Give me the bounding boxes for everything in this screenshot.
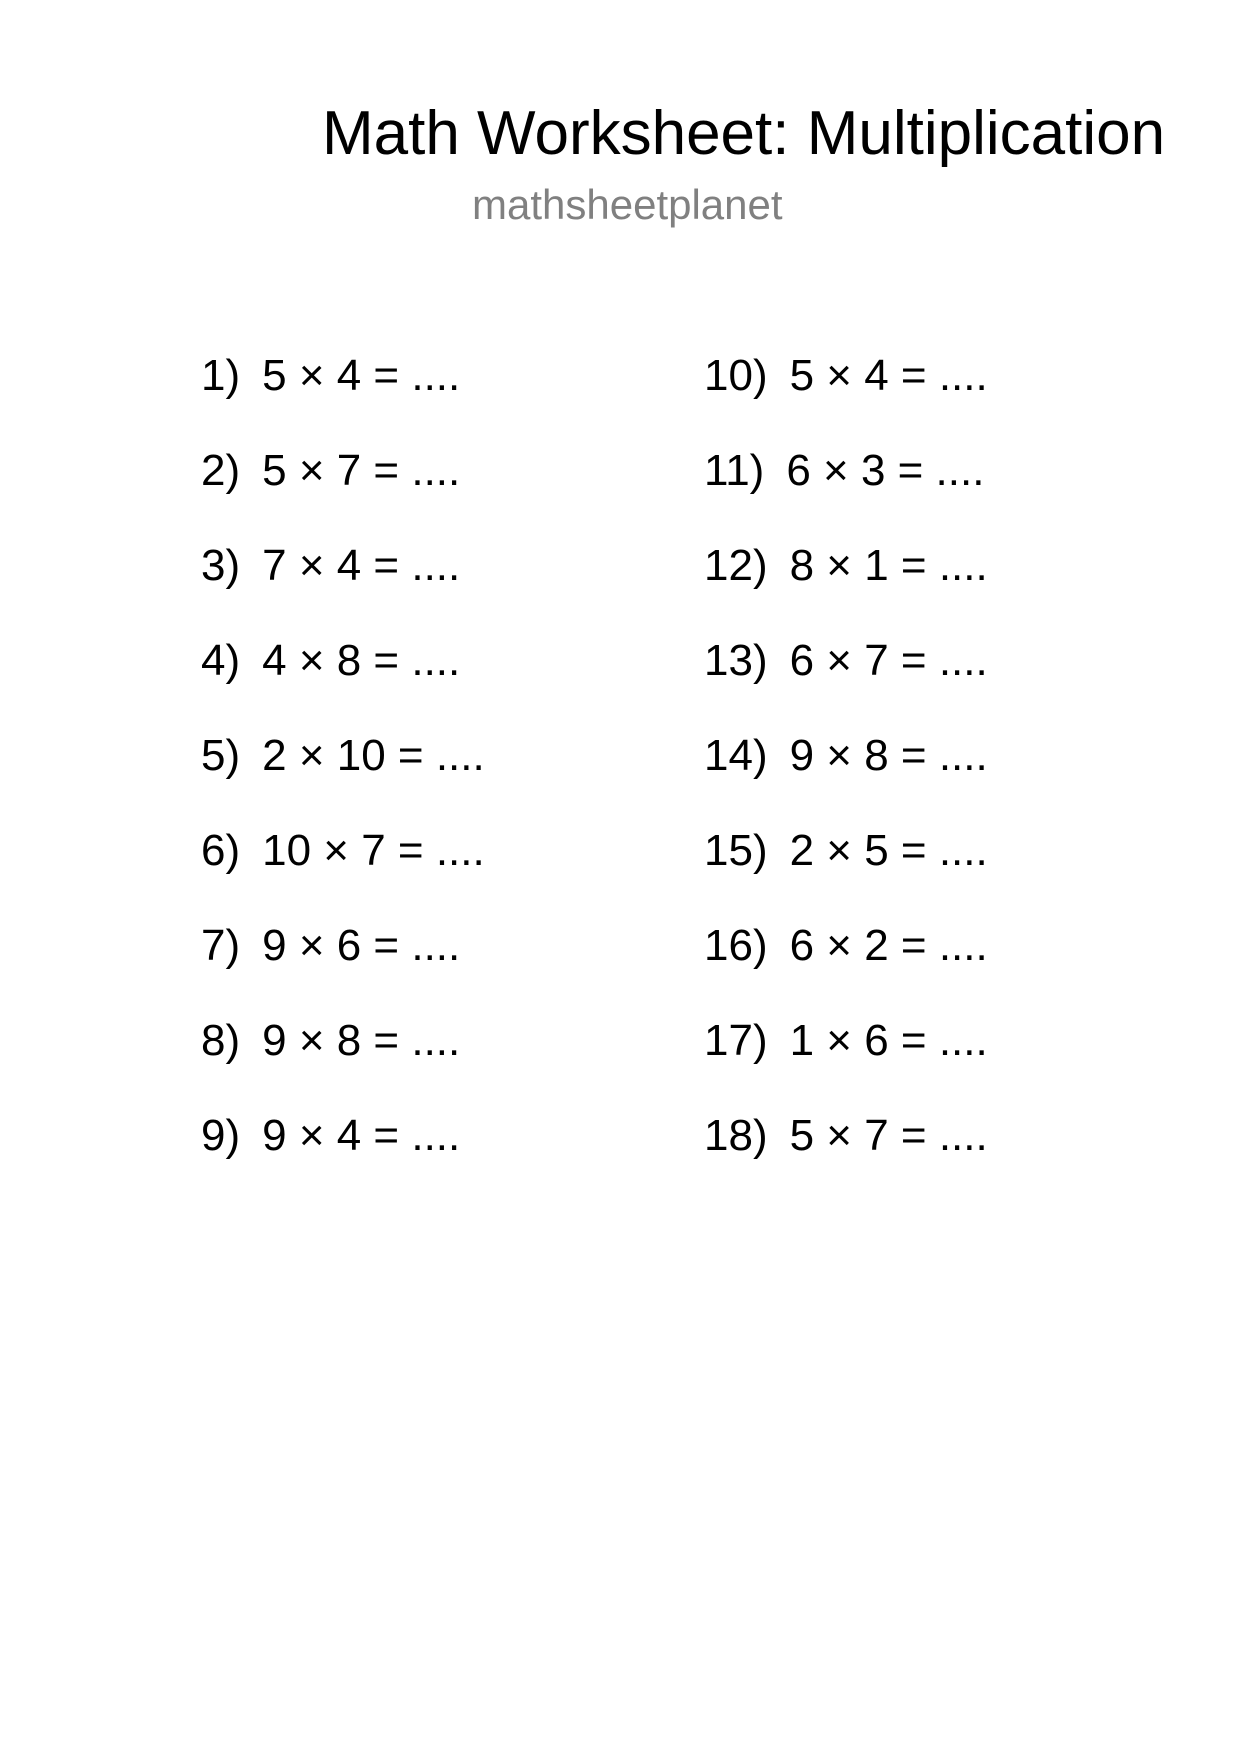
- problem-number: 10): [704, 351, 768, 400]
- problem-3: [201, 538, 621, 633]
- problem-1: [201, 348, 621, 443]
- problem-expression: 2 × 5 = ....: [789, 826, 988, 875]
- problem-number: 4): [201, 636, 241, 685]
- problem-16: [704, 918, 1124, 1013]
- problem-15: [704, 823, 1124, 918]
- problem-18: [704, 1108, 1124, 1203]
- problem-number: 14): [704, 731, 768, 780]
- problem-expression: 10 × 7 = ....: [262, 826, 485, 875]
- problem-13: [704, 633, 1124, 728]
- problem-expression: 4 × 8 = ....: [262, 636, 461, 685]
- page-title: Math Worksheet: Multiplication: [322, 99, 1166, 168]
- problem-expression: 9 × 4 = ....: [262, 1111, 461, 1160]
- problem-number: 9): [201, 1111, 241, 1160]
- problem-number: 15): [704, 826, 768, 875]
- problem-number: 6): [201, 826, 241, 875]
- problem-7: [201, 918, 621, 1013]
- problem-number: 13): [704, 636, 768, 685]
- problem-expression: 8 × 1 = ....: [789, 541, 988, 590]
- problem-14: [704, 728, 1124, 823]
- problem-9: [201, 1108, 621, 1203]
- problem-expression: 5 × 4 = ....: [262, 351, 461, 400]
- problem-column-left: [201, 348, 621, 1203]
- problem-number: 16): [704, 921, 768, 970]
- problem-column-right: [704, 348, 1124, 1203]
- problem-expression: 1 × 6 = ....: [789, 1016, 988, 1065]
- problem-number: 2): [201, 446, 241, 495]
- problem-number: 18): [704, 1111, 768, 1160]
- problem-expression: 6 × 2 = ....: [789, 921, 988, 970]
- problem-10: [704, 348, 1124, 443]
- problem-expression: 5 × 7 = ....: [789, 1111, 988, 1160]
- problem-number: 11): [704, 446, 765, 495]
- problem-12: [704, 538, 1124, 633]
- problem-number: 3): [201, 541, 241, 590]
- problem-number: 17): [704, 1016, 768, 1065]
- problem-expression: 5 × 7 = ....: [262, 446, 461, 495]
- problem-expression: 6 × 7 = ....: [789, 636, 988, 685]
- problem-5: [201, 728, 621, 823]
- problem-expression: 7 × 4 = ....: [262, 541, 461, 590]
- problem-number: 7): [201, 921, 241, 970]
- problem-2: [201, 443, 621, 538]
- problem-number: 1): [201, 351, 241, 400]
- problem-number: 12): [704, 541, 768, 590]
- problem-11: [704, 443, 1124, 538]
- site-name: mathsheetplanet: [472, 181, 783, 228]
- problem-number: 8): [201, 1016, 241, 1065]
- problem-number: 5): [201, 731, 241, 780]
- problem-8: [201, 1013, 621, 1108]
- problem-4: [201, 633, 621, 728]
- problem-expression: 9 × 8 = ....: [789, 731, 988, 780]
- problem-6: [201, 823, 621, 918]
- problem-expression: 6 × 3 = ....: [786, 446, 985, 495]
- problem-expression: 5 × 4 = ....: [789, 351, 988, 400]
- problem-expression: 2 × 10 = ....: [262, 731, 485, 780]
- problem-expression: 9 × 6 = ....: [262, 921, 461, 970]
- problem-expression: 9 × 8 = ....: [262, 1016, 461, 1065]
- problem-17: [704, 1013, 1124, 1108]
